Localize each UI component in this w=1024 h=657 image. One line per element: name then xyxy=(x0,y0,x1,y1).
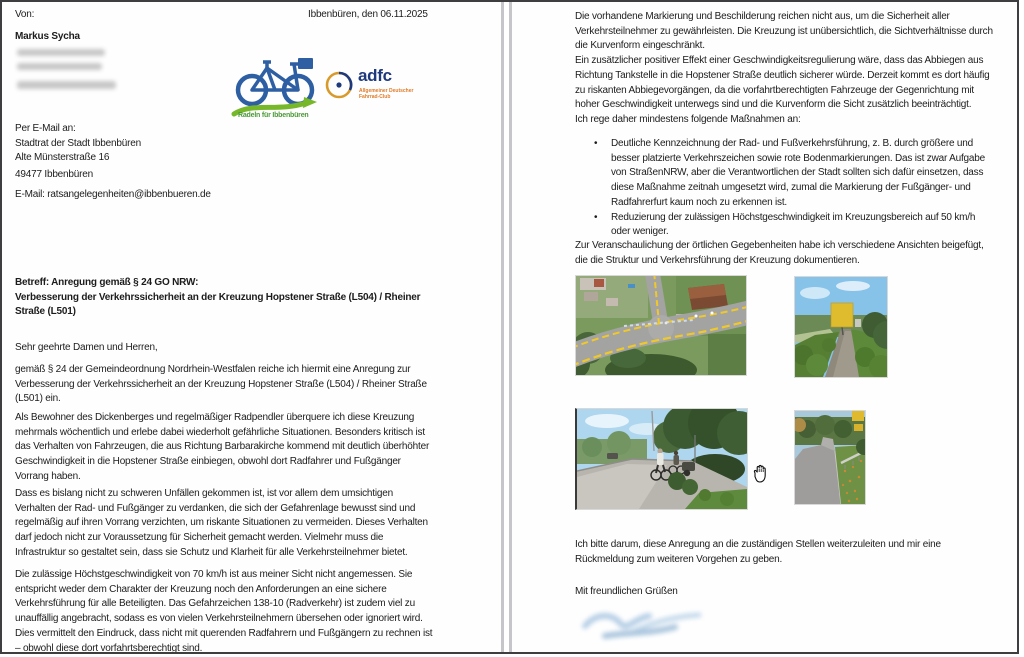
recipient-line: Stadtrat der Stadt Ibbenbüren xyxy=(15,137,141,149)
recipient-city: 49477 Ibbenbüren xyxy=(15,169,93,180)
body-paragraph: Als Bewohner des Dickenberges und regelmäßiger Radpendler überquere ich diese Kreuzung mehrmals wöchentlich und erlebe dabei wiederholt gefährliche Situationen. Besonders kritisch ist das Verhalten von Fahrzeugen, die aus Richtung Barbarakirche kommend mit deutlich überhöhter Geschwindigkeit in die Hopstener Straße einbiegen, obwohl dort Radfahrer und Fußgänger Vorrang haben. xyxy=(15,412,430,482)
date-line: Ibbenbüren, den 06.11.2025 xyxy=(308,9,428,20)
page-divider xyxy=(501,2,512,652)
recipient-block xyxy=(15,122,435,166)
photo-road-verge xyxy=(794,410,866,505)
bullet-icon: • xyxy=(594,138,598,149)
attachments-note: Zur Veranschaulichung der örtlichen Gegebenheiten habe ich verschiedene Ansichten beigefügt, die die Struktur und Verkehrsführung der Kreuzung dokumentieren. xyxy=(575,240,984,266)
hand-cursor-icon xyxy=(751,463,769,489)
measures-list xyxy=(594,137,994,240)
radeln-logo-label: Radeln für Ibbenbüren xyxy=(238,112,309,119)
recipient-line: Alte Münsterstraße 16 xyxy=(15,152,110,164)
adfc-subtitle-line2: Fahrrad-Club xyxy=(359,94,391,100)
recipient-line: Per E-Mail an: xyxy=(15,123,76,134)
signature-blurred xyxy=(577,602,712,649)
sender-address-redacted xyxy=(17,49,105,56)
closing-request: Ich bitte darum, diese Anregung an die zuständigen Stellen weiterzuleiten und mir eine Rückmeldung zum weiteren Vorgehen zu geben. xyxy=(575,539,941,565)
photo-path-with-sign xyxy=(794,276,888,378)
body-paragraph: Die vorhandene Markierung und Beschilderung reichen nicht aus, um die Sicherheit aller Verkehrsteilnehmer zu gewährleisten. Die Kreuzung ist unübersichtlich, die Sichtverhältnisse durch die Kurvenform eingeschränkt. xyxy=(575,11,993,52)
subject-line2: Verbesserung der Verkehrssicherheit an der Kreuzung Hopstener Straße (L504) / Rheiner Straße (L501) xyxy=(15,291,421,318)
photo-aerial-intersection xyxy=(575,275,747,376)
adfc-subtitle-line1: Allgemeiner Deutscher xyxy=(359,88,414,94)
measures-intro: Ich rege daher mindestens folgende Maßnahmen an: xyxy=(575,114,801,125)
photo-cyclists-crossing xyxy=(575,408,748,510)
sender-email-redacted xyxy=(17,81,116,89)
recipient-email: E-Mail: ratsangelegenheiten@ibbenbueren.de xyxy=(15,189,211,200)
sender-name: Markus Sycha xyxy=(15,31,80,42)
body-paragraph-group xyxy=(575,10,995,113)
body-paragraph: gemäß § 24 der Gemeindeordnung Nordrhein-Westfalen reiche ich hiermit eine Anregung zur Verbesserung der Verkehrssicherheit an der Kreuzung Hopstener Straße (L504) / Rheiner Straße (L501) ein. xyxy=(15,364,427,405)
bullet-icon: • xyxy=(594,211,598,223)
signoff: Mit freundlichen Grüßen xyxy=(575,586,678,597)
adfc-wordmark: adfc xyxy=(358,66,392,85)
salutation: Sehr geehrte Damen und Herren, xyxy=(15,342,158,353)
body-paragraph: Die zulässige Höchstgeschwindigkeit von 70 km/h ist aus meiner Sicht nicht angemessen. Sie entspricht weder dem Charakter der Kreuzung noch den Anforderungen an eine sichere Verkehrsführung für alle Beteiligten. Das Gefahrzeichen 138-10 (Radverkehr) ist zudem viel zu unauffällig angebracht, sodass es von vielen Verkehrsteilnehmern übersehen oder ignoriert wird. Dies vermittelt den Eindruck, dass nicht mit querenden Radfahrern und Fußgängern zu rechnen ist – obwohl diese dort vorfahrtsberechtigt sind. xyxy=(15,569,433,654)
list-item xyxy=(594,211,994,240)
from-label: Von: xyxy=(15,9,35,20)
bullet-text: Reduzierung der zulässigen Höchstgeschwindigkeit im Kreuzungsbereich auf 50 km/h oder weniger. xyxy=(611,211,976,238)
subject-line1: Betreff: Anregung gemäß § 24 GO NRW: xyxy=(15,277,199,288)
adfc-logo xyxy=(324,66,419,112)
list-item xyxy=(594,137,994,211)
adfc-wheel-icon xyxy=(324,70,354,100)
body-paragraph: Dass es bislang nicht zu schweren Unfällen gekommen ist, ist vor allem dem umsichtigen Verhalten der Rad- und Fußgänger zu verdanken, die sich der Gefahrenlage bewusst sind und regelmäßig auf ihren Vorrang verzichten, um riskante Situationen zu vermeiden. Dieses Verhalten darf jedoch nicht zur Voraussetzung für Sicherheit gemacht werden. Vielmehr muss die Infrastruktur so gestaltet sein, dass sie Schutz und Klarheit für alle Verkehrsteilnehmer bietet. xyxy=(15,488,428,558)
sender-address-redacted xyxy=(17,63,102,70)
subject-block xyxy=(15,276,435,320)
bullet-text: Deutliche Kennzeichnung der Rad- und Fußverkehrsführung, z. B. durch größere und besser platzierte Verkehrszeichen sowie rote Bodenmarkierungen. Das ist zwar Aufgabe von StraßenNRW, aber die Verantwortlichen der Stadt sollten sich dafür einsetzen, dass diese Maßnahme zeitnah umgesetzt wird, zumal die Markierung der Fußgänger- und Radfahrerfurt kaum noch zu erkennen ist. xyxy=(611,138,985,208)
body-paragraph: Ein zusätzlicher positiver Effekt einer Geschwindigkeitsregulierung wäre, dass das Abbiegen aus Richtung Tankstelle in die Hopstener Straße deutlich sicherer würde. Derzeit kommt es dort häufig zu riskanten Abbiegevorgängen, da die vorfahrtberechtigten Fahrzeuge der Gegenrichtung mit hoher Geschwindigkeit unterwegs sind und die Kurvenform die Sicht zusätzlich beeinträchtigt. xyxy=(575,55,990,111)
